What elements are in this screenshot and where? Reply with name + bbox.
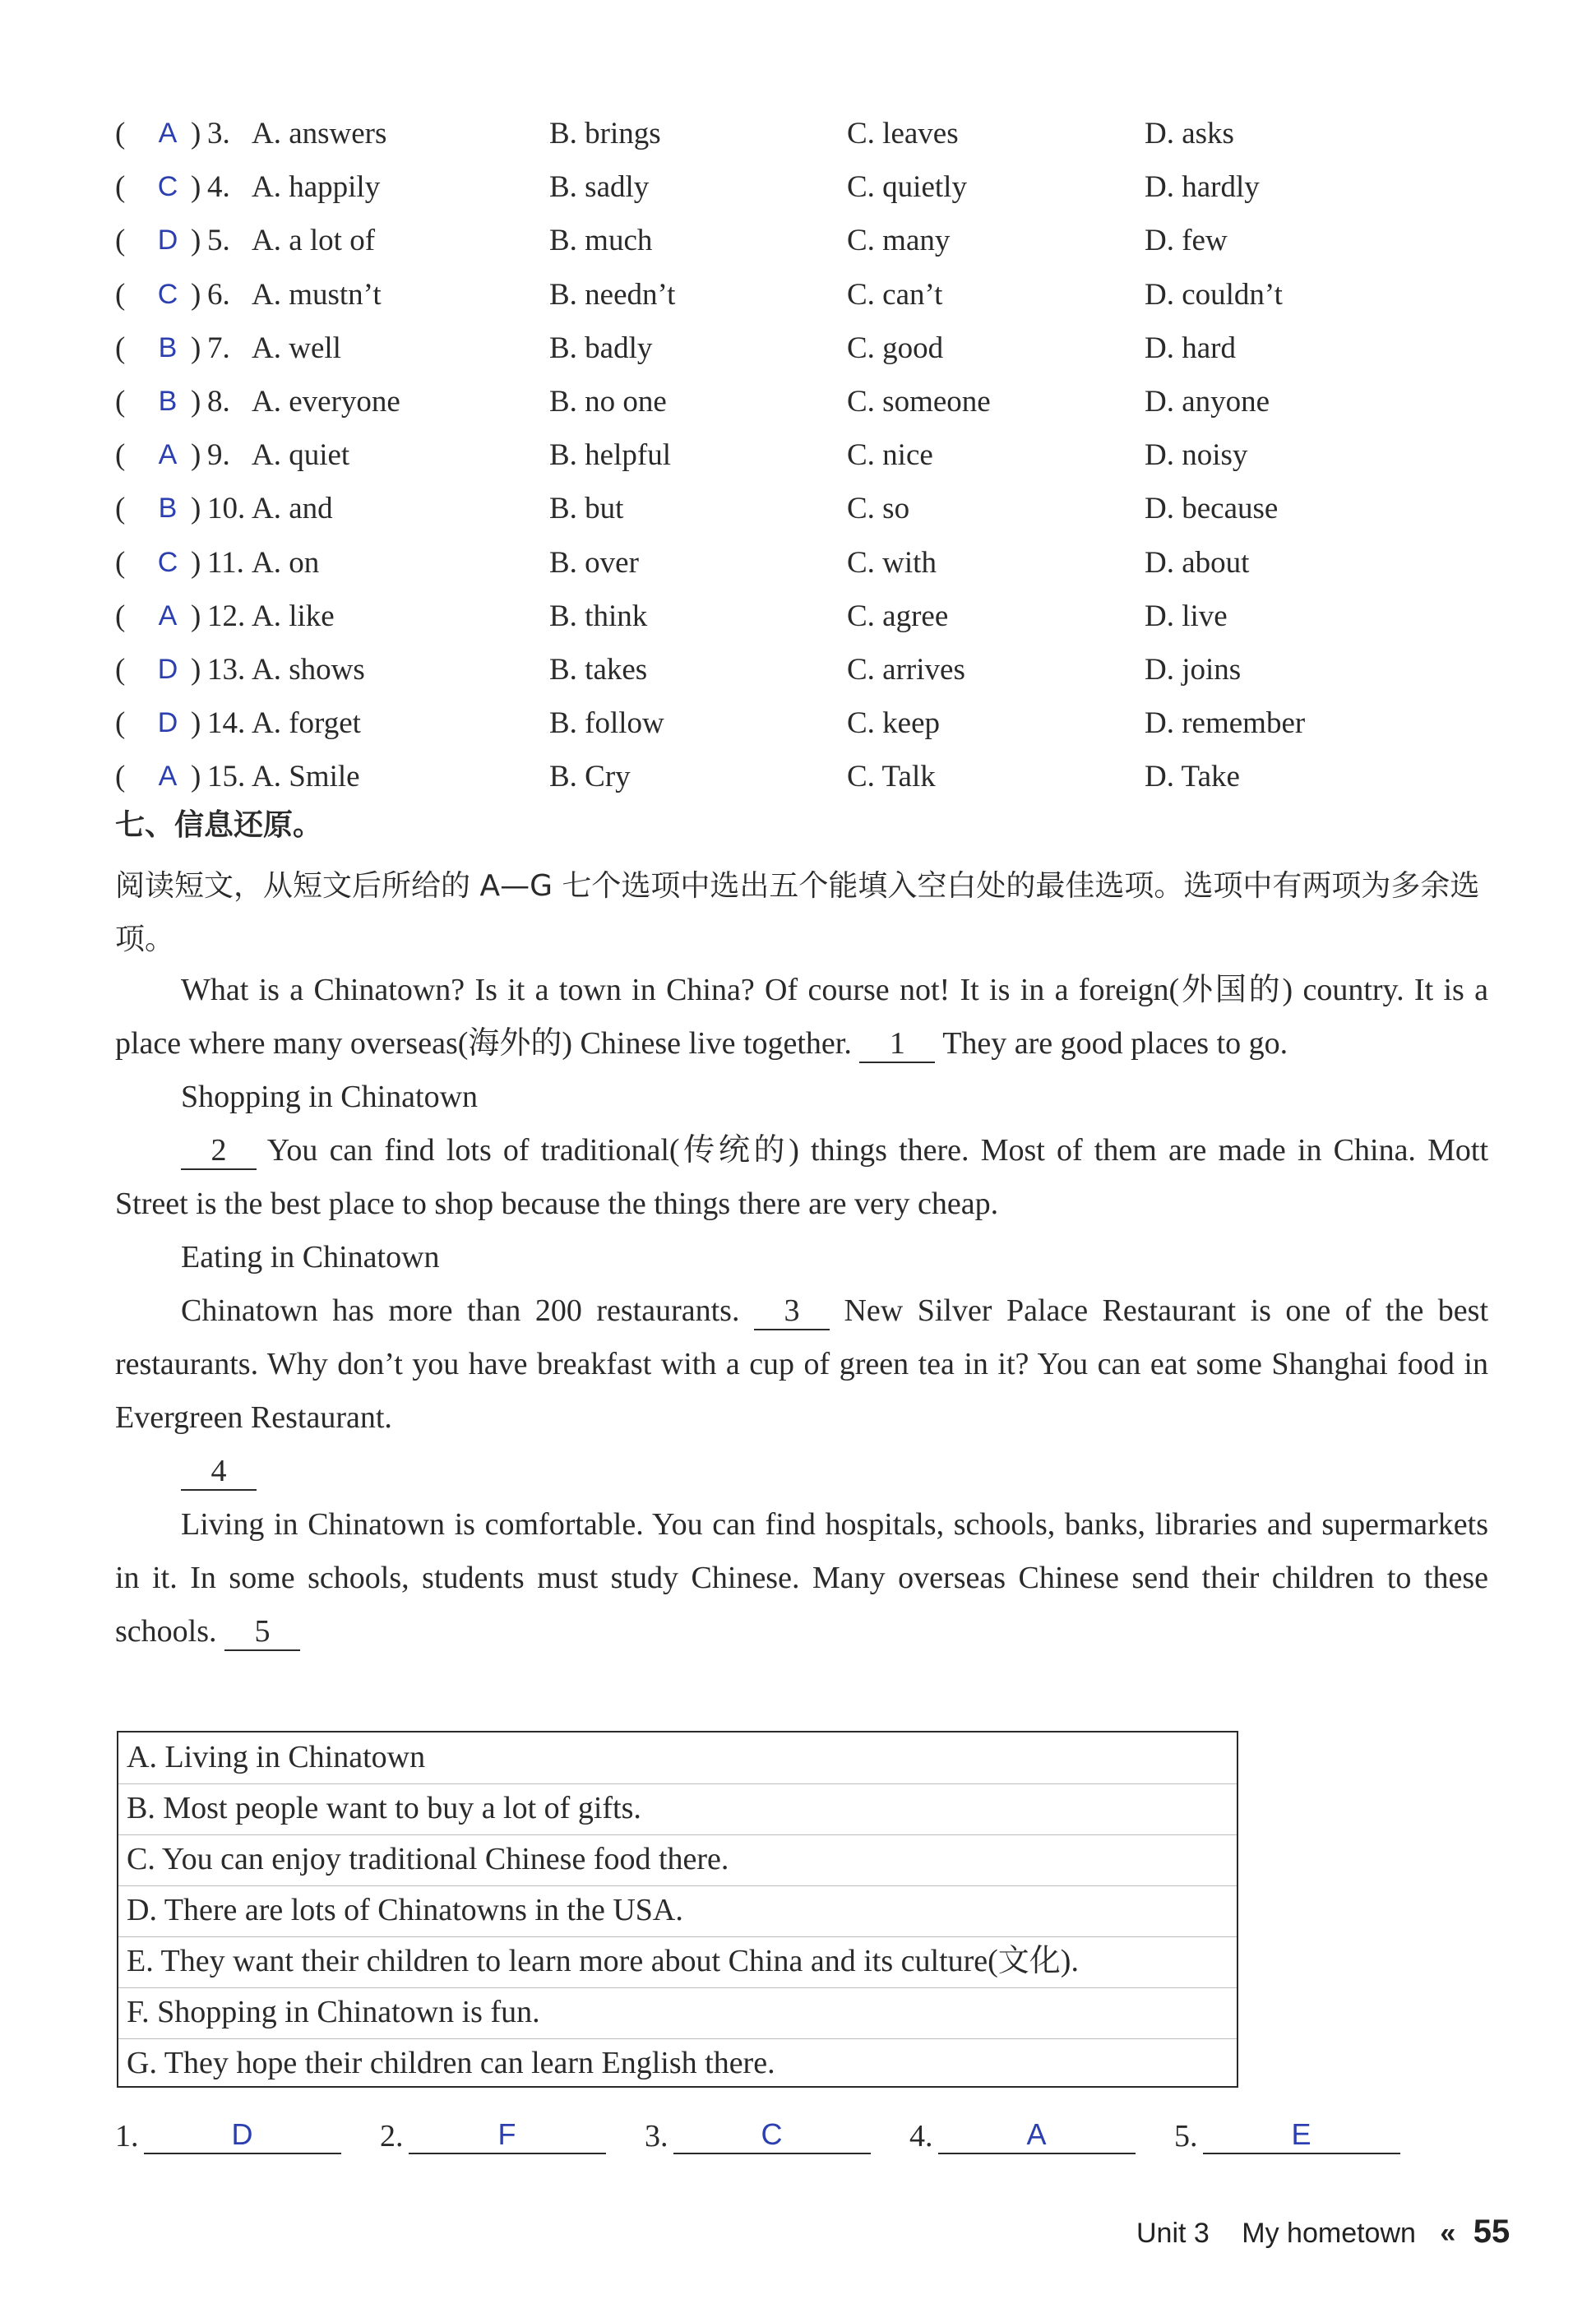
- answer-number: 4.: [909, 2119, 933, 2153]
- close-paren: ): [191, 706, 201, 741]
- section-title: 七、信息还原。: [115, 808, 323, 842]
- answer-letter: B: [158, 493, 178, 525]
- blank-3: 3: [754, 1293, 830, 1330]
- option-d: D. joins: [1145, 652, 1242, 687]
- answer-item: [1174, 2107, 1400, 2165]
- option-divider: [118, 1834, 1237, 1835]
- mc-row: [115, 536, 1513, 590]
- page-footer: [1136, 2214, 1510, 2251]
- option-c: C. many: [847, 224, 951, 258]
- mc-row: [115, 322, 1513, 375]
- option-b: B. but: [549, 492, 624, 526]
- open-paren: (: [115, 599, 126, 633]
- option-a: A. mustn’t: [252, 277, 382, 312]
- option-a: A. like: [252, 599, 335, 633]
- open-paren: (: [115, 384, 126, 419]
- answer-number: 1.: [115, 2119, 139, 2153]
- close-paren: ): [191, 492, 201, 526]
- answer-value: C: [673, 2116, 871, 2154]
- section-instruction: 阅读短文，从短文后所给的 A—G 七个选项中选出五个能填入空白处的最佳选项。选项中有两项为多余选项。: [115, 869, 1480, 956]
- option-item: C. You can enjoy traditional Chinese food there.: [127, 1842, 729, 1876]
- answer-number: 2.: [380, 2119, 404, 2153]
- footer-unit: Unit 3: [1136, 2218, 1210, 2249]
- answer-item: [115, 2107, 341, 2165]
- close-paren: ): [191, 224, 201, 258]
- passage-paragraph-2: [115, 1124, 1488, 1231]
- open-paren: (: [115, 438, 126, 473]
- mc-row: [115, 696, 1513, 750]
- option-c: C. good: [847, 331, 944, 365]
- option-c: C. nice: [847, 438, 933, 473]
- option-divider: [118, 1987, 1237, 1988]
- answer-item: [645, 2107, 871, 2165]
- option-b: B. no one: [549, 384, 667, 419]
- option-c: C. can’t: [847, 277, 943, 312]
- option-b: B. much: [549, 224, 653, 258]
- subheading-eating: Eating in Chinatown: [181, 1240, 440, 1274]
- answer-letter: A: [158, 439, 178, 471]
- question-number: 9.: [207, 438, 230, 473]
- option-b: B. sadly: [549, 170, 650, 205]
- question-number: 7.: [207, 331, 230, 365]
- passage-text: You can find lots of traditional(传统的) things there. Most of them are made in China. Mott Street is the best place to shop because the things there are very cheap.: [115, 1133, 1489, 1221]
- option-d: D. couldn’t: [1145, 277, 1283, 312]
- mc-row: [115, 214, 1513, 267]
- options-box: [117, 1731, 1238, 2088]
- option-b: B. Cry: [549, 760, 631, 794]
- open-paren: (: [115, 706, 126, 741]
- close-paren: ): [191, 438, 201, 473]
- open-paren: (: [115, 277, 126, 312]
- question-number: 11.: [207, 545, 244, 580]
- open-paren: (: [115, 492, 126, 526]
- option-c: C. with: [847, 545, 937, 580]
- question-number: 13.: [207, 652, 246, 687]
- mc-row: [115, 590, 1513, 643]
- answer-number: 5.: [1174, 2119, 1198, 2153]
- answer-value: D: [144, 2116, 341, 2154]
- passage-text: They are good places to go.: [942, 1026, 1288, 1061]
- option-d: D. few: [1145, 224, 1228, 258]
- option-divider: [118, 2038, 1237, 2039]
- answer-letter: A: [158, 599, 178, 631]
- option-a: A. shows: [252, 652, 365, 687]
- answer-letter: B: [158, 331, 178, 363]
- answer-letter: C: [157, 171, 178, 203]
- mc-row: [115, 160, 1513, 214]
- option-a: A. everyone: [252, 384, 400, 419]
- option-b: B. takes: [549, 652, 648, 687]
- chevron-left-icon: «: [1440, 2218, 1456, 2249]
- mc-row: [115, 428, 1513, 482]
- close-paren: ): [191, 599, 201, 633]
- passage-text: Living in Chinatown is comfortable. You can find hospitals, schools, banks, libraries and supermarkets in it. In some schools, students must study Chinese. Many overseas Chinese send their children to these schools.: [115, 1507, 1488, 1649]
- footer-title: My hometown: [1242, 2218, 1416, 2249]
- answer-line: [115, 2107, 1431, 2165]
- answer-item: [380, 2107, 606, 2165]
- option-c: C. agree: [847, 599, 949, 633]
- option-d: D. because: [1145, 492, 1279, 526]
- option-c: C. Talk: [847, 760, 936, 794]
- option-item: B. Most people want to buy a lot of gifts.: [127, 1791, 641, 1825]
- answer-letter: A: [158, 118, 178, 149]
- close-paren: ): [191, 652, 201, 687]
- question-number: 8.: [207, 384, 230, 419]
- passage-text: What is a Chinatown? Is it a town in China? Of course not! It is in a foreign(外国的) country. It is a place where many overseas(海外的) Chinese live together.: [115, 973, 1488, 1061]
- close-paren: ): [191, 277, 201, 312]
- option-item: E. They want their children to learn more about China and its culture(文化).: [127, 1944, 1079, 1978]
- page-number: 55: [1473, 2214, 1510, 2250]
- option-item: G. They hope their children can learn English there.: [127, 2046, 775, 2080]
- blank-5: 5: [224, 1613, 300, 1651]
- option-c: C. so: [847, 492, 910, 526]
- mc-row: [115, 375, 1513, 428]
- question-number: 5.: [207, 224, 230, 258]
- open-paren: (: [115, 652, 126, 687]
- question-number: 12.: [207, 599, 246, 633]
- answer-number: 3.: [645, 2119, 668, 2153]
- blank-1: 1: [859, 1025, 935, 1063]
- close-paren: ): [191, 117, 201, 150]
- mc-row: [115, 750, 1513, 803]
- option-d: D. anyone: [1145, 384, 1270, 419]
- option-a: A. on: [252, 545, 320, 580]
- answer-letter: A: [158, 761, 178, 793]
- option-item: A. Living in Chinatown: [127, 1740, 426, 1774]
- passage-text: Chinatown has more than 200 restaurants.: [181, 1293, 740, 1328]
- option-b: B. follow: [549, 706, 664, 741]
- option-b: B. brings: [549, 117, 661, 150]
- open-paren: (: [115, 170, 126, 205]
- answer-item: [909, 2107, 1136, 2165]
- mc-row: [115, 643, 1513, 696]
- option-d: D. about: [1145, 545, 1250, 580]
- close-paren: ): [191, 384, 201, 419]
- option-b: B. think: [549, 599, 648, 633]
- open-paren: (: [115, 331, 126, 365]
- option-divider: [118, 1783, 1237, 1784]
- close-paren: ): [191, 760, 201, 794]
- option-d: D. noisy: [1145, 438, 1248, 473]
- question-number: 15.: [207, 760, 246, 794]
- option-a: A. happily: [252, 170, 381, 205]
- option-d: D. hardly: [1145, 170, 1260, 205]
- option-b: B. over: [549, 545, 639, 580]
- subheading-shopping: Shopping in Chinatown: [181, 1080, 479, 1114]
- option-a: A. and: [252, 492, 333, 526]
- answer-letter: D: [157, 653, 178, 685]
- answer-letter: C: [157, 546, 178, 578]
- close-paren: ): [191, 545, 201, 580]
- option-a: A. quiet: [252, 438, 350, 473]
- question-number: 6.: [207, 277, 230, 312]
- option-d: D. Take: [1145, 760, 1240, 794]
- question-number: 3.: [207, 117, 230, 150]
- close-paren: ): [191, 170, 201, 205]
- option-c: C. someone: [847, 384, 991, 419]
- answer-value: E: [1203, 2116, 1400, 2154]
- question-number: 10.: [207, 492, 246, 526]
- option-a: A. well: [252, 331, 341, 365]
- option-c: C. leaves: [847, 117, 959, 150]
- close-paren: ): [191, 331, 201, 365]
- question-number: 14.: [207, 706, 246, 741]
- option-a: A. a lot of: [252, 224, 376, 258]
- option-b: B. badly: [549, 331, 653, 365]
- answer-value: A: [938, 2116, 1136, 2154]
- mc-row: [115, 268, 1513, 322]
- blank-4: 4: [181, 1453, 257, 1491]
- option-divider: [118, 1936, 1237, 1937]
- blank-2: 2: [181, 1132, 257, 1170]
- option-a: A. forget: [252, 706, 361, 741]
- option-b: B. needn’t: [549, 277, 676, 312]
- option-d: D. asks: [1145, 117, 1234, 150]
- reading-passage: [115, 964, 1488, 1658]
- option-c: C. keep: [847, 706, 941, 741]
- passage-paragraph-3: [115, 1284, 1488, 1445]
- answer-letter: D: [157, 224, 178, 257]
- answer-letter: C: [157, 278, 178, 310]
- mc-row: [115, 482, 1513, 535]
- mc-row: [115, 107, 1513, 160]
- option-b: B. helpful: [549, 438, 671, 473]
- option-a: A. Smile: [252, 760, 360, 794]
- open-paren: (: [115, 117, 126, 150]
- option-c: C. arrives: [847, 652, 965, 687]
- option-d: D. remember: [1145, 706, 1306, 741]
- question-number: 4.: [207, 170, 230, 205]
- answer-letter: B: [158, 385, 178, 417]
- option-d: D. hard: [1145, 331, 1236, 365]
- option-item: D. There are lots of Chinatowns in the USA.: [127, 1893, 683, 1927]
- passage-paragraph-4: [115, 1498, 1488, 1658]
- open-paren: (: [115, 224, 126, 258]
- answer-letter: D: [157, 707, 178, 739]
- option-c: C. quietly: [847, 170, 967, 205]
- passage-paragraph-4-heading: [115, 1445, 1488, 1498]
- open-paren: (: [115, 545, 126, 580]
- passage-text: New Silver Palace Restaurant is one of the best restaurants. Why don’t you have breakfast with a cup of green tea in it? You can eat some Shanghai food in Evergreen Restaurant.: [115, 1293, 1489, 1435]
- option-divider: [118, 1885, 1237, 1886]
- option-d: D. live: [1145, 599, 1228, 633]
- answer-value: F: [409, 2116, 606, 2154]
- multiple-choice-list: [115, 107, 1513, 803]
- option-a: A. answers: [252, 117, 387, 150]
- passage-paragraph-1: [115, 964, 1488, 1071]
- option-item: F. Shopping in Chinatown is fun.: [127, 1995, 540, 2029]
- open-paren: (: [115, 760, 126, 794]
